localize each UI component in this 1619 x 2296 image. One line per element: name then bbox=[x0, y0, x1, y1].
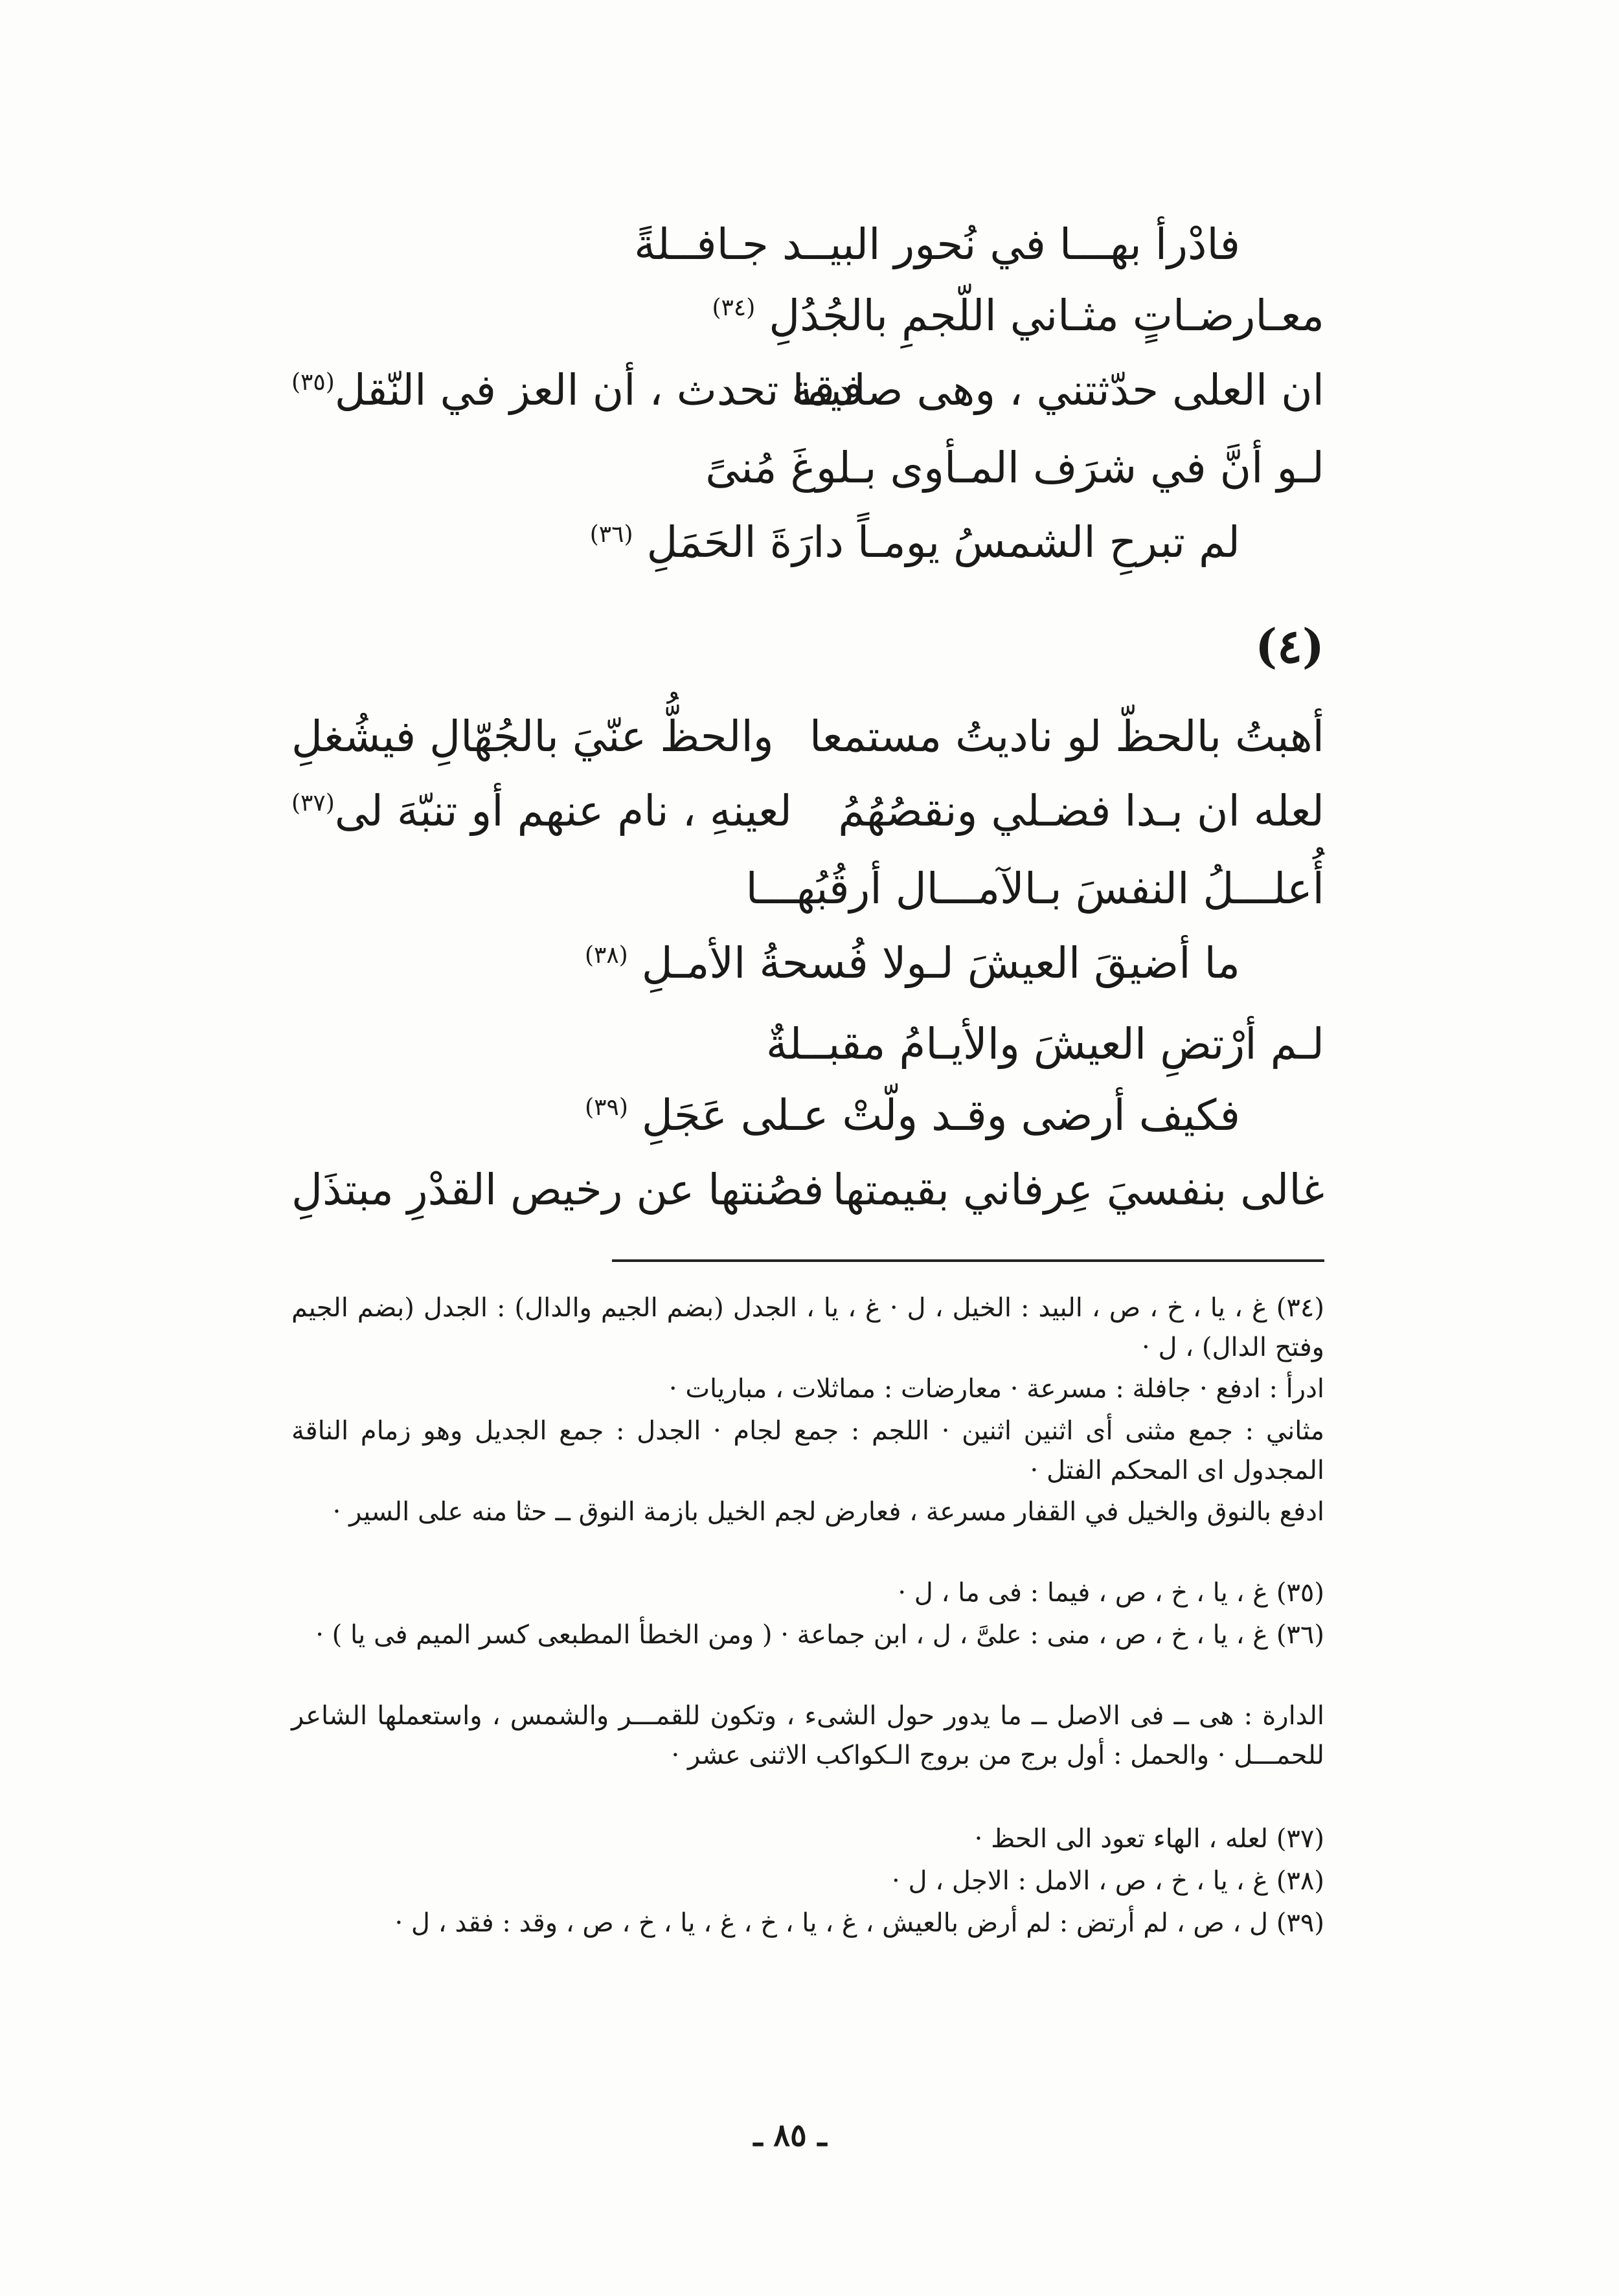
verse-line bbox=[765, 1019, 1324, 1069]
footnote-ref: (٣٧) bbox=[291, 790, 335, 816]
verse-text: لـم أرْتضِ العيشَ والأيـامُ مقبــلةٌ bbox=[765, 1019, 1324, 1069]
verse-line bbox=[291, 1165, 1324, 1221]
footnote-ref: (٣٥) bbox=[291, 369, 335, 396]
verse-line bbox=[585, 1090, 1240, 1140]
footnote: الدارة : هى ــ فى الاصل ــ ما يدور حول الشىء ، وتكون للقمـــر والشمس ، واستعملها الشاعر للحمـــل · والحمل : أول برج من بروج الـكواكب الاثنى عشر · bbox=[291, 1701, 1324, 1770]
footnote-ref: (٣٤) bbox=[712, 295, 756, 321]
verse-hemistich-right: غالى بنفسيَ عِرفاني بقيمتها bbox=[832, 1165, 1324, 1215]
footnote-ref: (٣٨) bbox=[584, 942, 628, 969]
footnote: (٣٤) غ ، يا ، خ ، ص ، البيد : الخيل ، ل · غ ، يا ، الجدل (بضم الجيم والدال) : الجدل (بضم الجيم وفتح الدال) ، ل · bbox=[291, 1293, 1324, 1362]
verse-hemistich-left: والحظُّ عنّيَ بالجُهّالِ فيشُغلِ bbox=[291, 712, 774, 761]
verse-hemistich-right: لعله ان بـدا فضـلي ونقصُهُمُ bbox=[838, 786, 1324, 836]
verse-text: فادْرأ بهـــا في نُحور البيــد جـافــلةً bbox=[634, 219, 1240, 269]
verse-text: فكيف أرضى وقـد ولّتْ عـلى عَجَلِ bbox=[641, 1090, 1240, 1140]
verse-line bbox=[291, 712, 1324, 767]
footnote: (٣٩) ل ، ص ، لم أرتض : لم أرض بالعيش ، غ ، يا ، خ ، غ ، يا ، خ ، ص ، وقد : فقد ، ل · bbox=[394, 1908, 1324, 1938]
verse-line bbox=[745, 864, 1324, 914]
verse-hemistich-left-text: فيما تحدث ، أن العز في النّقل bbox=[334, 365, 864, 415]
section-number: (٤) bbox=[1255, 618, 1324, 673]
verse-line bbox=[634, 219, 1240, 269]
verse-hemistich-right: ان العلى حدّثتني ، وهى صادقة bbox=[791, 365, 1324, 415]
verse-hemistich-left bbox=[291, 786, 793, 836]
verse-hemistich-left bbox=[291, 365, 864, 415]
verse-line bbox=[705, 443, 1324, 493]
verse-line bbox=[589, 517, 1240, 567]
footnote: (٣٨) غ ، يا ، خ ، ص ، الامل : الاجل ، ل · bbox=[892, 1866, 1324, 1896]
verse-text: لم تبرحِ الشمسُ يومـاً دارَةَ الحَمَلِ bbox=[646, 517, 1240, 567]
footnote: (٣٥) غ ، يا ، خ ، ص ، فيما : فى ما ، ل · bbox=[898, 1578, 1324, 1608]
footnote: ادرأ : ادفع · جافلة : مسرعة · معارضات : مماثلات ، مباريات · bbox=[668, 1374, 1324, 1404]
verse-text: لـو أنَّ في شرَف المـأوى بـلوغَ مُنىً bbox=[705, 443, 1324, 493]
verse-text: معـارضـاتٍ مثـاني اللّجمِ بالجُدُلِ bbox=[769, 291, 1324, 341]
verse-hemistich-left: فصُنتها عن رخيص القدْرِ مبتذَلِ bbox=[291, 1165, 824, 1215]
verse-line bbox=[291, 365, 1324, 421]
verse-text: ما أضيقَ العيشَ لـولا فُسحةُ الأمـلِ bbox=[641, 938, 1240, 988]
verse-hemistich-left-text: لعينهِ ، نام عنهم أو تنبّهَ لى bbox=[334, 786, 793, 836]
footnote: (٣٧) لعله ، الهاء تعود الى الحظ · bbox=[974, 1824, 1324, 1854]
footnote: مثاني : جمع مثنى أى اثنين اثنين · اللجم : جمع لجام · الجدل : جمع الجديل وهو زمام الناقة المجدول اى المحكم الفتل · bbox=[291, 1416, 1324, 1485]
footnote-separator bbox=[612, 1259, 1324, 1262]
verse-line bbox=[291, 786, 1324, 842]
verse-line bbox=[712, 291, 1324, 341]
verse-line bbox=[584, 938, 1240, 988]
page-number: ـ ٨٥ ـ bbox=[753, 2117, 827, 2154]
footnote-ref: (٣٩) bbox=[585, 1094, 628, 1121]
verse-text: أُعلـــلُ النفسَ بـالآمـــال أرقُبُهـــا bbox=[745, 864, 1324, 914]
footnote-ref: (٣٦) bbox=[589, 521, 633, 548]
verse-hemistich-right: أهبتُ بالحظّ لو ناديتُ مستمعا bbox=[809, 712, 1324, 761]
footnote: ادفع بالنوق والخيل في القفار مسرعة ، فعارض لجم الخيل بازمة النوق ــ حثا منه على السير · bbox=[332, 1497, 1324, 1527]
footnote: (٣٦) غ ، يا ، خ ، ص ، منى : علىَّ ، ل ، ابن جماعة · ( ومن الخطأ المطبعى كسر الميم فى يا ) · bbox=[315, 1620, 1324, 1650]
